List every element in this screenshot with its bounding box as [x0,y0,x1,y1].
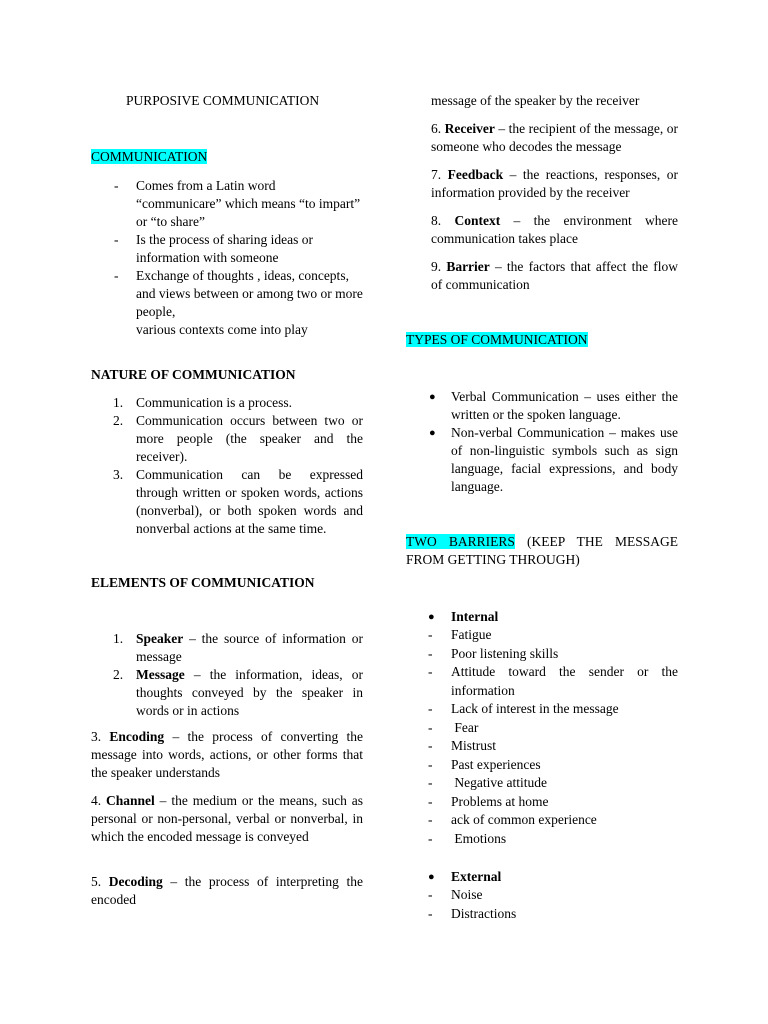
types-heading-text: TYPES OF COMMUNICATION [406,332,588,347]
external-label: ● External [428,869,502,884]
bullet-icon: ● [429,427,436,439]
list-item: 1. Speaker – the source of information or message [113,631,363,664]
list-item: - Fatigue [428,627,492,642]
list-item: - Noise [428,887,483,902]
internal-barriers [406,608,678,848]
nature-heading: NATURE OF COMMUNICATION [91,367,296,382]
types-list [406,388,678,496]
continued-text: message of the speaker by the receiver [431,93,640,108]
document-title: PURPOSIVE COMMUNICATION [126,93,320,108]
list-item: ● Verbal Communication – uses either the written or the spoken language. [429,389,678,422]
nature-list [91,394,363,538]
list-item: - Negative attitude [428,775,547,790]
internal-list [406,626,678,848]
list-item: - Poor listening skills [428,645,559,661]
bullet-icon: ● [429,391,436,403]
external-barriers [406,868,678,923]
list-item: 2. Message – the information, ideas, or thoughts conveyed by the speaker in words or in actions [113,667,363,718]
element-paragraph: 9. Barrier – the factors that affect the flow of communication [431,259,678,292]
list-item: - Past experiences [428,756,541,772]
elements-list [91,630,363,720]
elements-heading: ELEMENTS OF COMMUNICATION [91,575,315,590]
list-item: - ack of common experience [428,812,597,827]
element-paragraph: 4. Channel – the medium or the means, such as personal or non-personal, verbal or nonverbal, in which the encoded message is conveyed [91,793,363,844]
list-item: - Attitude toward the sender or the information [428,664,678,698]
list-item: - Lack of interest in the message [428,701,619,716]
element-paragraph: 6. Receiver – the recipient of the message, or someone who decodes the message [431,121,679,154]
element-paragraph: 8. Context – the environment where communication takes place [431,213,679,246]
external-list [406,886,678,923]
list-item: - Problems at home [428,793,549,809]
list-item: - Emotions [428,830,507,846]
list-item: 3. Communication can be expressed through written or spoken words, actions (nonverbal), or both spoken words and nonverbal actions at the same time. [113,467,363,536]
communication-heading-text: COMMUNICATION [91,149,208,164]
types-heading [406,331,678,349]
bullet-icon: ● [428,611,435,623]
list-item: ● Non-verbal Communication – makes use of non-linguistic symbols such as sign language, facial expressions, and body language. [429,425,678,494]
bullet-icon: ● [428,871,435,883]
list-item: - Exchange of thoughts , ideas, concepts, and views between or among two or more people, [114,268,363,319]
element-paragraph: 7. Feedback – the reactions, responses, or information provided by the receiver [431,167,678,200]
list-item: 2. Communication occurs between two or more people (the speaker and the receiver). [113,413,363,464]
list-item: 1. Communication is a process. [113,395,292,410]
element-paragraph: 5. Decoding – the process of interpreting the encoded [91,874,364,907]
list-item: - Distractions [428,905,517,921]
internal-label: ● Internal [428,609,499,624]
element-paragraph: 3. Encoding – the process of converting the message into words, actions, or other forms that the speaker understands [91,729,364,780]
list-item: - Mistrust [428,738,497,753]
barriers-heading: TWO BARRIERS (KEEP THE MESSAGE FROM GETTING THROUGH) [406,534,678,567]
list-item-continuation: various contexts come into play [136,322,308,337]
list-item: - Comes from a Latin word “communicare” which means “to impart” or “to share” [114,178,361,229]
communication-list [91,177,363,339]
list-item: - Fear [428,719,479,735]
list-item: - Is the process of sharing ideas or information with someone [114,232,313,265]
communication-heading [91,148,363,166]
